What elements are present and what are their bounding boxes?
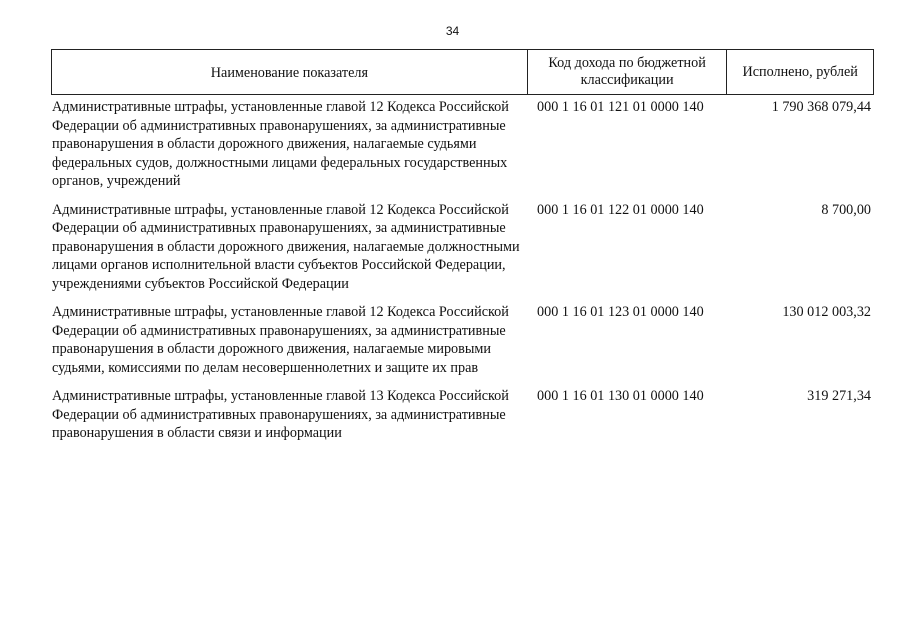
row-code: 000 1 16 01 121 01 0000 140 <box>537 99 704 115</box>
row-code: 000 1 16 01 122 01 0000 140 <box>537 201 704 218</box>
page-number: 34 <box>445 24 460 38</box>
table-row <box>51 98 874 191</box>
table-row <box>51 201 874 294</box>
row-code: 000 1 16 01 123 01 0000 140 <box>537 304 704 320</box>
header-code: Код дохода по бюджетной классификации <box>528 50 728 94</box>
row-name: Административные штрафы, установленные главой 12 Кодекса Российской Федерации об административных правонарушениях, за административные правонарушения в области дорожного движения, налагаемые судьями федеральных судов, должностными лицами федеральных государственных органов, учреждений <box>52 99 509 189</box>
row-code: 000 1 16 01 130 01 0000 140 <box>537 388 704 404</box>
row-name: Административные штрафы, установленные главой 12 Кодекса Российской Федерации об административных правонарушениях, за административные правонарушения в области дорожного движения, налагаемые должностными лицами органов исполнительной власти субъектов Российской Федерации, учреждениями субъектов Российской Федерации <box>52 201 520 292</box>
table-row <box>51 387 874 443</box>
row-amount: 130 012 003,32 <box>782 304 871 320</box>
row-amount: 319 271,34 <box>807 388 871 404</box>
header-name: Наименование показателя <box>52 50 528 94</box>
header-amount: Исполнено, рублей <box>742 63 858 80</box>
row-amount: 8 700,00 <box>821 201 871 218</box>
row-name: Административные штрафы, установленные главой 12 Кодекса Российской Федерации об административных правонарушениях, за административные правонарушения в области дорожного движения, налагаемые мировыми судьями, комиссиями по делам несовершеннолетних и защите их прав <box>52 304 509 376</box>
table-row <box>51 303 874 377</box>
row-name: Административные штрафы, установленные главой 13 Кодекса Российской Федерации об административных правонарушениях, за административные правонарушения в области связи и информации <box>52 388 509 441</box>
table-header <box>51 49 874 95</box>
budget-table <box>51 49 874 443</box>
row-amount: 1 790 368 079,44 <box>771 99 871 115</box>
